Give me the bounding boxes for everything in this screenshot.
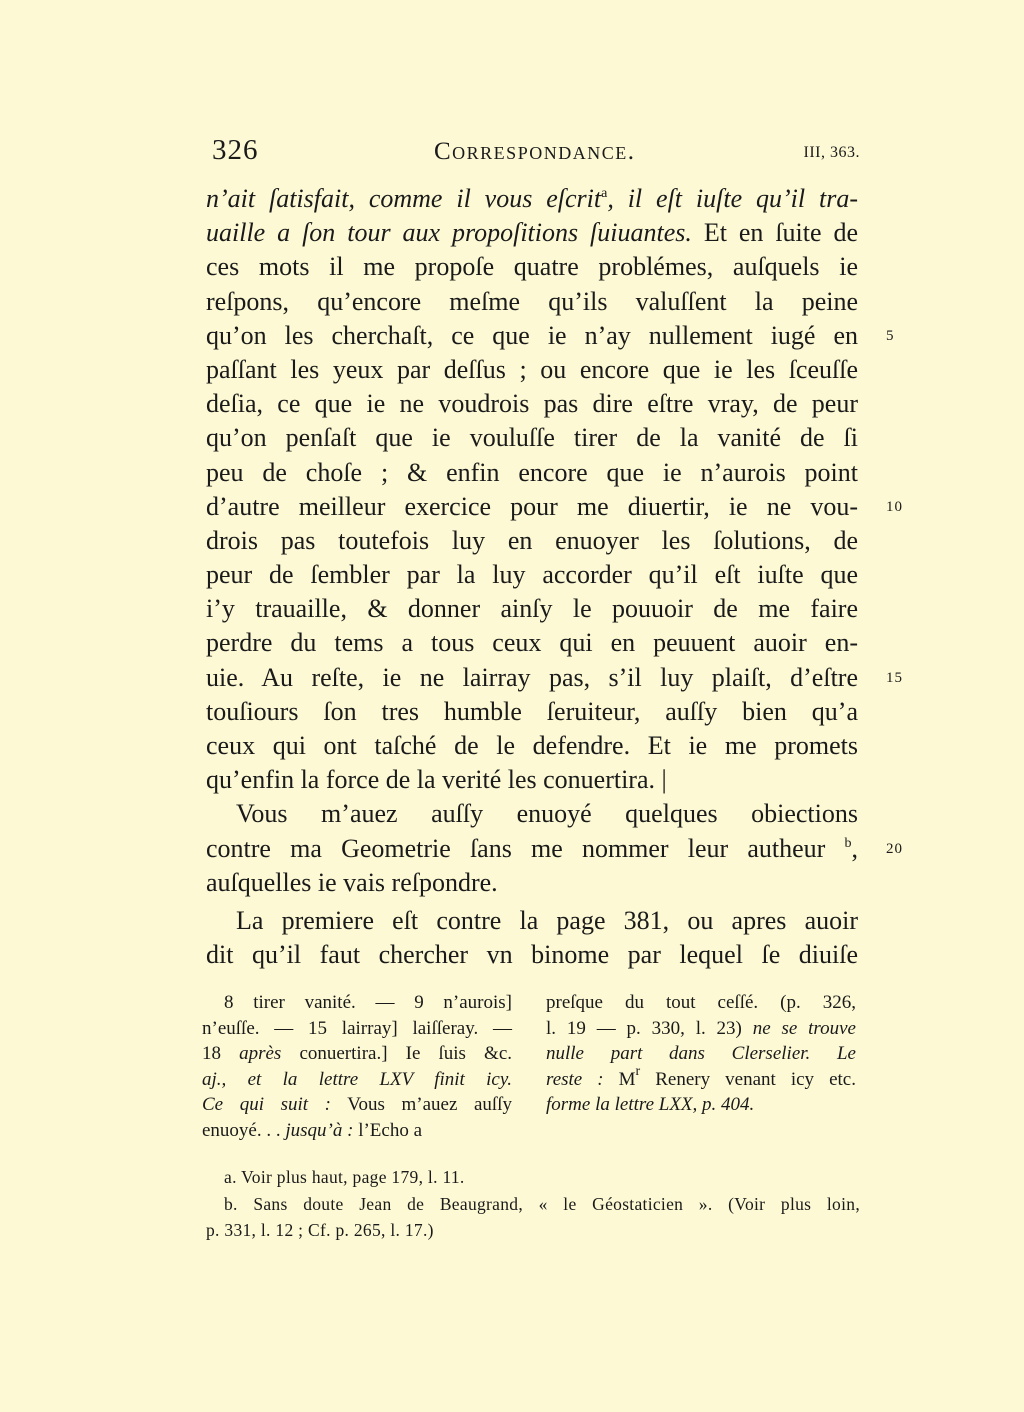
text-run: deſia, ce que ie ne voudrois pas dire eſtre vray, de peur [206, 389, 858, 419]
text-run: dit qu’il faut chercher vn binome par lequel ſe diuiſe [206, 940, 858, 970]
italic-text: nulle part dans Clerselier. Le [546, 1043, 856, 1065]
italic-text: jusqu’à : [285, 1119, 354, 1141]
text-run: paſſant les yeux par deſſus ; ou encore que ie les ſceuſſe [206, 354, 858, 384]
text-line [206, 797, 858, 831]
text-run: uie. Au reſte, ie ne lairray pas, s’il luy plaiſt, d’eſtre [206, 662, 858, 692]
text-run: Renery venant icy etc. [640, 1068, 856, 1090]
variant-note-line [546, 990, 856, 1016]
italic-text: ne se trouve [752, 1017, 856, 1039]
text-line [206, 904, 858, 938]
text-line [206, 421, 858, 455]
text-run: , [851, 833, 858, 863]
text-line [206, 387, 858, 421]
text-run: d’autre meilleur exercice pour me diuertir, ie ne vou- [206, 491, 858, 521]
variant-notes-left-column [202, 990, 512, 1144]
italic-text: reste : [546, 1068, 604, 1090]
italic-text: uaille a ſon tour aux propoſitions ſuiuantes. [206, 218, 692, 248]
variant-note-line [202, 990, 512, 1016]
text-run: preſque du tout ceſſé. (p. 326, [546, 992, 856, 1013]
text-line [206, 695, 858, 729]
footnotes [206, 1164, 860, 1244]
text-line [206, 626, 858, 660]
italic-text: n’ait ſatisfait, comme il vous eſcrit [206, 184, 602, 213]
italic-text: après [239, 1043, 282, 1065]
text-line [206, 763, 858, 797]
main-text [206, 182, 903, 972]
running-header [212, 134, 860, 170]
variant-notes [202, 990, 862, 1150]
variant-note-line [202, 1016, 512, 1042]
text-line [206, 558, 858, 592]
text-line [206, 524, 858, 558]
text-run: qu’on penſaſt que ie vouluſſe tirer de la vanité de ſi [206, 423, 858, 453]
text-line [206, 661, 903, 695]
text-line [206, 285, 858, 319]
text-run: conuertira.] Ie ſuis &c. [281, 1043, 513, 1065]
text-line [206, 490, 903, 524]
variant-note-line [202, 1092, 512, 1118]
text-line [206, 250, 858, 284]
text-run: Vous m’auez auſſy enuoyé quelques obiections [236, 799, 858, 829]
text-run: reſpons, qu’encore meſme qu’ils valuſſent la peine [206, 286, 858, 316]
text-run: auſquelles ie vais reſpondre. [206, 867, 498, 897]
text-line [206, 938, 858, 972]
line-number: 5 [886, 327, 895, 344]
text-run: perdre du tems a tous ceux qui en peuuent auoir en- [206, 628, 858, 658]
text-run: M [603, 1068, 636, 1090]
variant-note-line [546, 1063, 856, 1093]
variant-note-line [202, 1118, 512, 1144]
superscript: r [635, 1063, 641, 1079]
text-run: touſiours ſon tres humble ſeruiteur, auſſy bien qu’a [206, 696, 858, 726]
text-run: ceux qui ont taſché de le defendre. Et ie me promets [206, 731, 858, 760]
text-line [206, 456, 858, 490]
text-line [206, 319, 895, 353]
variant-note-line [202, 1067, 512, 1093]
variant-note-line [202, 1041, 512, 1067]
text-line [206, 729, 858, 763]
running-title: Correspondance. [434, 138, 636, 165]
text-run: enuoyé. . . [202, 1119, 286, 1141]
text-run: qu’enfin la force de la verité les conuertira. | [206, 765, 667, 795]
text-run: ces mots il me propoſe quatre problémes, auſquels ie [206, 252, 858, 282]
variant-notes-right-column [546, 990, 856, 1118]
footnote-line: p. 331, l. 12 ; Cf. p. 265, l. 17.) [206, 1220, 434, 1240]
italic-text: Ce qui suit : [202, 1094, 331, 1116]
footnote-line: b. Sans doute Jean de Beaugrand, « le Géostaticien ». (Voir plus loin, [224, 1193, 860, 1214]
text-run: n’euſſe. — 15 lairray] laiſſeray. — [202, 1017, 512, 1039]
variant-note-line [546, 1016, 856, 1042]
footnote-line: a. Voir plus haut, page 179, l. 11. [224, 1167, 465, 1187]
superscript: a [601, 186, 608, 201]
text-line [206, 216, 858, 250]
text-run: qu’on les cherchaſt, ce que ie n’ay nullement iugé en [206, 320, 858, 350]
text-run: La premiere eſt contre la page 381, ou apres auoir [236, 905, 858, 935]
variant-note-line [546, 1041, 856, 1067]
page-number: 326 [212, 134, 259, 166]
text-line [206, 832, 903, 866]
line-number: 10 [886, 498, 903, 515]
text-run: Et en ſuite de [691, 218, 858, 248]
text-line [206, 182, 858, 216]
italic-text: , il eſt iuſte qu’il tra- [607, 184, 858, 213]
text-run: peur de ſembler par la luy accorder qu’il eſt iuſte que [206, 560, 858, 590]
text-run: 8 tirer vanité. — 9 n’aurois] [224, 992, 512, 1013]
volume-reference: III, 363. [803, 144, 860, 161]
text-run: l’Echo a [353, 1119, 423, 1141]
line-number: 15 [886, 669, 903, 686]
line-number: 20 [886, 840, 903, 857]
text-run: i’y trauaille, & donner ainſy le pouuoir de me faire [206, 594, 858, 624]
variant-note-line [546, 1092, 856, 1118]
text-line [206, 592, 858, 626]
text-run: 18 [202, 1043, 240, 1065]
text-line [206, 866, 858, 900]
text-run: contre ma Geometrie ſans me nommer leur autheur [206, 833, 845, 863]
italic-text: aj., et la lettre LXV finit icy. [202, 1068, 512, 1090]
italic-text: forme la lettre LXX, p. 404. [546, 1094, 755, 1116]
text-line [206, 353, 858, 387]
superscript: b [844, 835, 852, 851]
text-run: Vous m’auez auſſy [330, 1094, 512, 1116]
text-run: l. 19 — p. 330, l. 23) [546, 1017, 753, 1039]
text-run: drois pas toutefois luy en enuoyer les ſolutions, de [206, 525, 858, 555]
text-run: peu de choſe ; & enfin encore que ie n’aurois point [206, 457, 858, 487]
